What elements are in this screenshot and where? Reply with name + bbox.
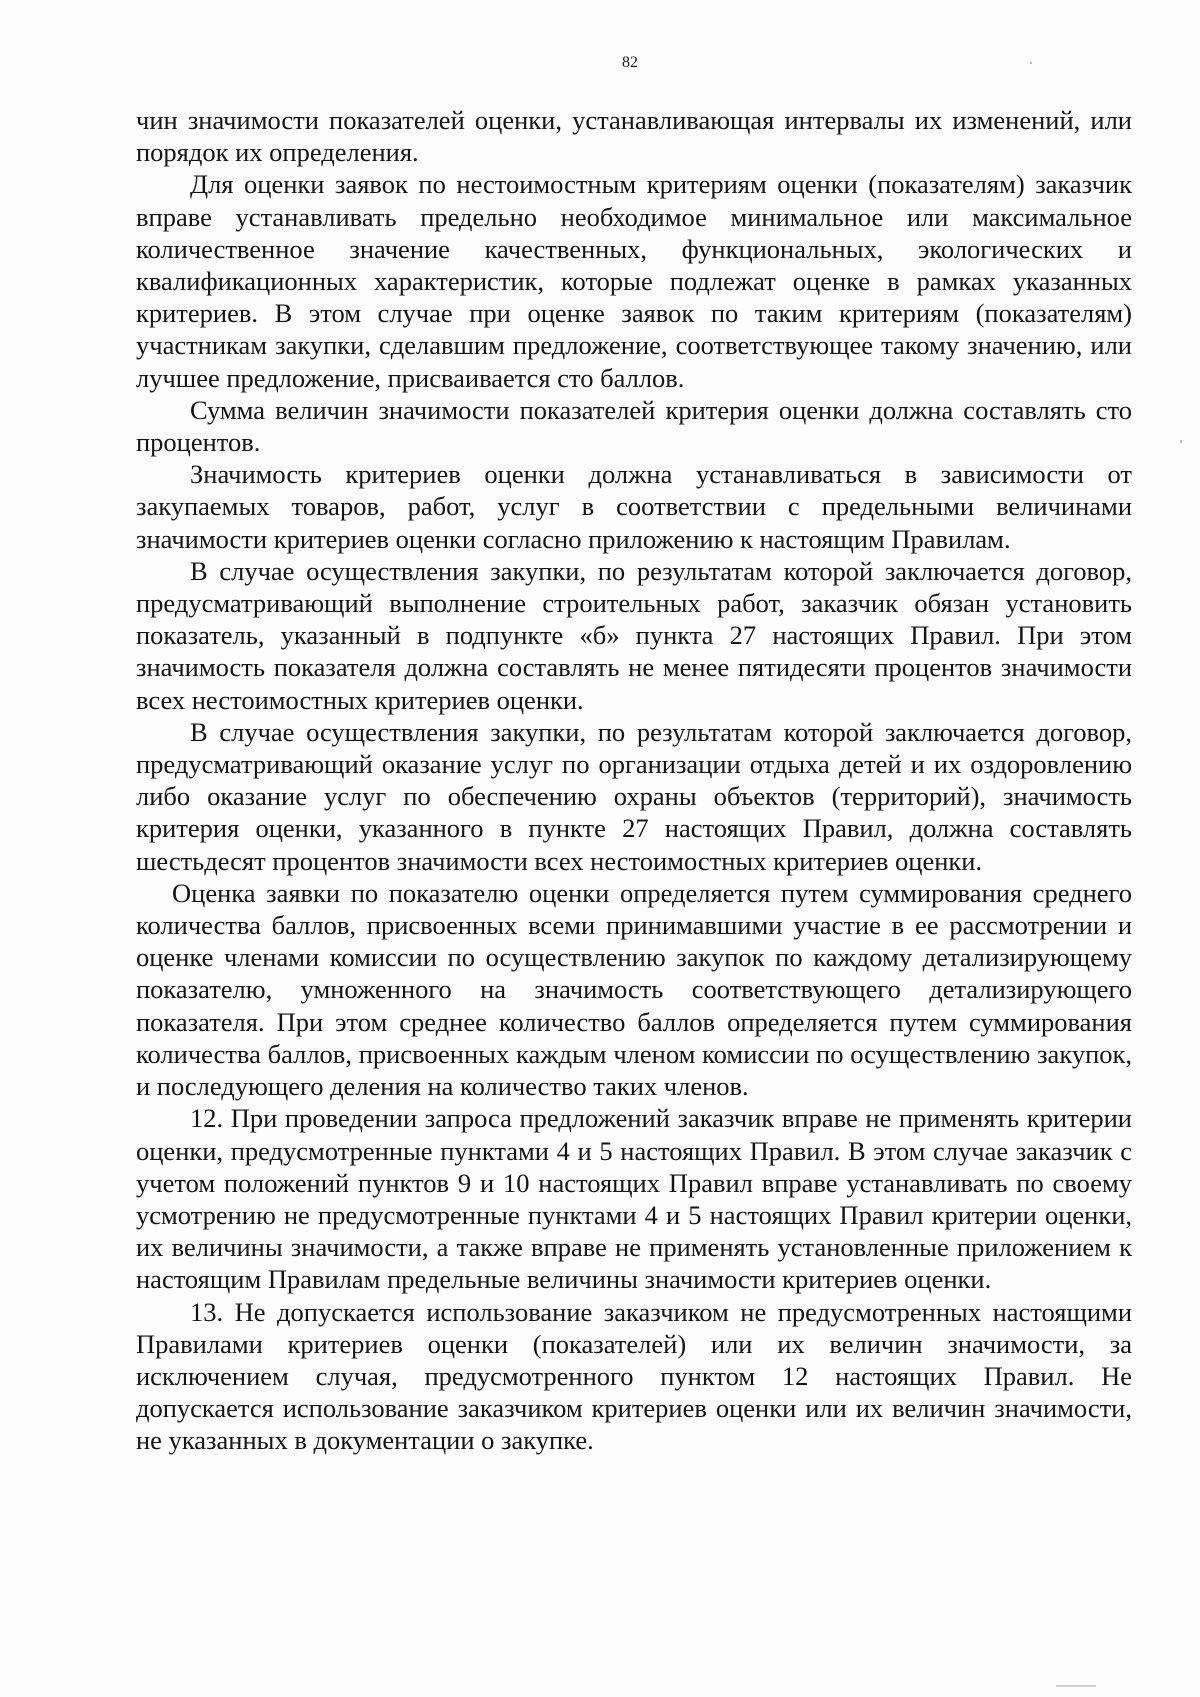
scan-speck: [1056, 1685, 1096, 1687]
paragraph-nonprice-criteria: Для оценки заявок по нестоимостным критериям оценки (показателям) заказчик вправе устанавливать предельно необходимое минимальное или максимальное количественное значение качественных, функциональных, экологических и квалификационных характеристик, которые подлежат оценке в рамках указанных критериев. В этом случае при оценке заявок по таким критериям (показателям) участникам закупки, сделавшим предложение, соответствующее такому значению, или лучшее предложение, присваивается сто баллов.: [136, 169, 1132, 393]
scan-speck: [1030, 62, 1032, 64]
document-body: [136, 104, 1132, 1457]
paragraph-item-12: 12. При проведении запроса предложений заказчик вправе не применять критерии оценки, предусмотренные пунктами 4 и 5 настоящих Правил. В этом случае заказчик с учетом положений пунктов 9 и 10 настоящих Правил вправе устанавливать по своему усмотрению не предусмотренные пунктами 4 и 5 настоящих Правил критерии оценки, их величины значимости, а также вправе не применять установленные приложением к настоящим Правилам предельные величины значимости критериев оценки.: [136, 1103, 1132, 1295]
paragraph-continuation: чин значимости показателей оценки, устанавливающая интервалы их изменений, или порядок их определения.: [136, 105, 1132, 168]
page-number: 82: [622, 54, 638, 71]
scan-speck: [1180, 440, 1182, 443]
paragraph-item-13: 13. Не допускается использование заказчиком не предусмотренных настоящими Правилами критериев оценки (показателей) или их величин значимости, за исключением случая, предусмотренного пунктом 12 настоящих Правил. Не допускается использование заказчиком критериев оценки или их величин значимости, не указанных в документации о закупке.: [136, 1296, 1132, 1456]
paragraph-construction-works: В случае осуществления закупки, по результатам которой заключается договор, предусматривающий выполнение строительных работ, заказчик обязан установить показатель, указанный в подпункте «б» пункта 27 настоящих Правил. При этом значимость показателя должна составлять не менее пятидесяти процентов значимости всех нестоимостных критериев оценки.: [136, 555, 1132, 715]
paragraph-average-score: Оценка заявки по показателю оценки определяется путем суммирования среднего количества баллов, присвоенных всеми принимавшими участие в ее рассмотрении и оценке членами комиссии по осуществлению закупок по каждому детализирующему показателю, умноженного на значимость соответствующего детализирующего показателя. При этом среднее количество баллов определяется путем суммирования количества баллов, присвоенных каждым членом комиссии по осуществлению закупок, и последующего деления на количество таких членов.: [136, 877, 1132, 1102]
paragraph-criteria-significance: Значимость критериев оценки должна устанавливаться в зависимости от закупаемых товаров, работ, услуг в соответствии с предельными величинами значимости критериев оценки согласно приложению к настоящим Правилам.: [136, 459, 1132, 554]
paragraph-children-rest-security: В случае осуществления закупки, по результатам которой заключается договор, предусматривающий оказание услуг по организации отдыха детей и их оздоровлению либо оказание услуг по обеспечению охраны объектов (территорий), значимость критерия оценки, указанного в пункте 27 настоящих Правил, должна составлять шестьдесят процентов значимости всех нестоимостных критериев оценки.: [136, 716, 1132, 876]
paragraph-sum-of-weights: Сумма величин значимости показателей критерия оценки должна составлять сто процентов.: [136, 394, 1132, 458]
